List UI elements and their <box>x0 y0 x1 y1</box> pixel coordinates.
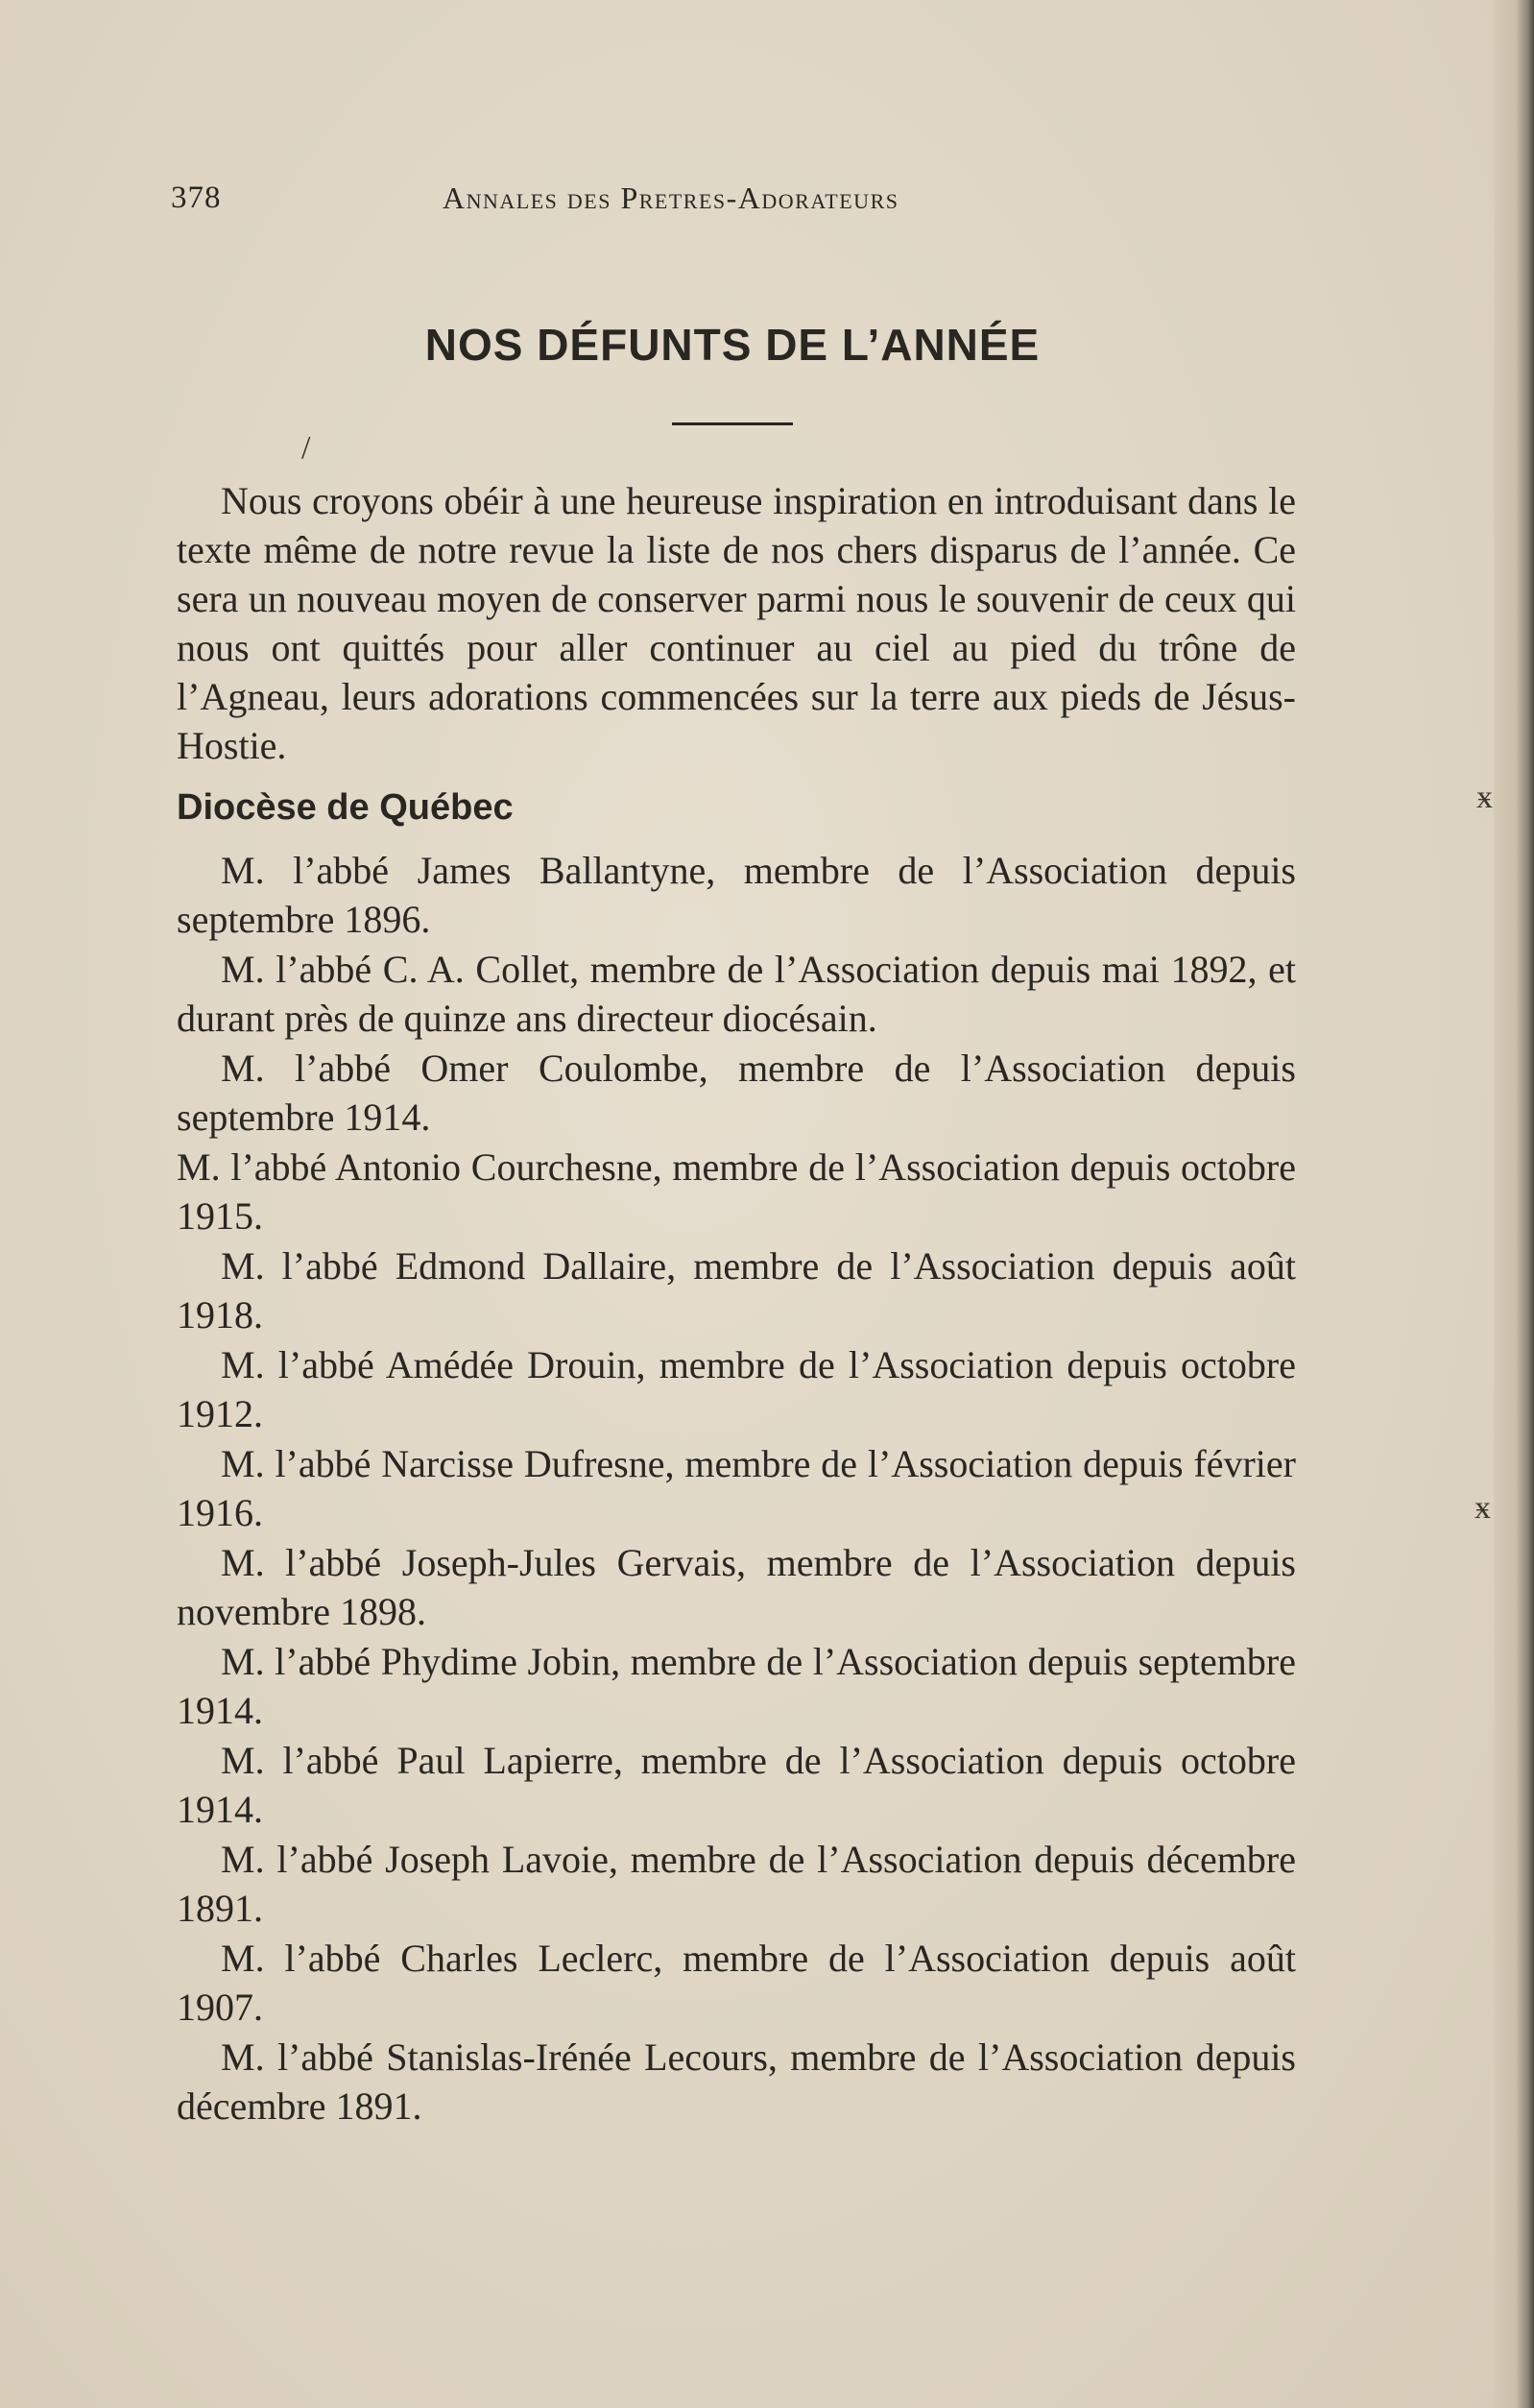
page-number: 378 <box>171 181 222 215</box>
page-header <box>171 181 1294 219</box>
obituary-entry: M. l’abbé Joseph Lavoie, membre de l’Association depuis décembre 1891. <box>177 1838 1296 1930</box>
intro-paragraph: Nous croyons obéir à une heureuse inspiration en introduisant dans le texte même de notre revue la liste de nos chers disparus de l’année. Ce sera un nouveau moyen de conserver parmi nous le souvenir de ceux qui nous ont quittés pour aller continuer au ciel au pied du trône de l’Agneau, leurs adorations commencées sur la terre aux pieds de Jésus-Hostie. <box>177 479 1296 767</box>
section-title: NOS DÉFUNTS DE L’ANNÉE <box>424 320 1041 370</box>
obituary-entry: M. l’abbé Charles Leclerc, membre de l’Association depuis août 1907. <box>177 1937 1296 2029</box>
obituary-entry: M. l’abbé Joseph-Jules Gervais, membre de l’Association depuis novembre 1898. <box>177 1541 1296 1633</box>
obituary-entry: M. l’abbé Antonio Courchesne, membre de l’Association depuis octobre 1915. <box>177 1145 1296 1238</box>
obituary-entry: M. l’abbé Amédée Drouin, membre de l’Association depuis octobre 1912. <box>177 1343 1296 1435</box>
obituary-entry: M. l’abbé Edmond Dallaire, membre de l’Association depuis août 1918. <box>177 1244 1296 1336</box>
diocese-heading: Diocèse de Québec <box>177 787 514 828</box>
obituary-entry: M. l’abbé Phydime Jobin, membre de l’Association depuis septembre 1914. <box>177 1640 1296 1732</box>
margin-notch-icon: ӿ <box>1476 780 1493 815</box>
obituary-entry: M. l’abbé James Ballantyne, membre de l’Association depuis septembre 1896. <box>177 849 1296 941</box>
title-rule-divider <box>672 422 793 425</box>
obituary-entry: M. l’abbé Narcisse Dufresne, membre de l’Association depuis février 1916. <box>177 1442 1296 1534</box>
margin-notch-icon: ӿ <box>1474 1490 1491 1526</box>
obituary-entry: M. l’abbé Omer Coulombe, membre de l’Association depuis septembre 1914. <box>177 1047 1296 1139</box>
running-head: Annales des Pretres-Adorateurs <box>443 181 899 215</box>
obituary-entry: M. l’abbé Paul Lapierre, membre de l’Association depuis octobre 1914. <box>177 1739 1296 1831</box>
obituary-entry: M. l’abbé C. A. Collet, membre de l’Association depuis mai 1892, et durant près de quinze ans directeur diocésain. <box>177 948 1296 1040</box>
page-body <box>177 476 1296 2132</box>
page-edge-binding <box>1494 0 1534 2408</box>
pencil-mark-icon: / <box>301 430 311 466</box>
obituary-entry: M. l’abbé Stanislas-Irénée Lecours, membre de l’Association depuis décembre 1891. <box>177 2035 1296 2128</box>
